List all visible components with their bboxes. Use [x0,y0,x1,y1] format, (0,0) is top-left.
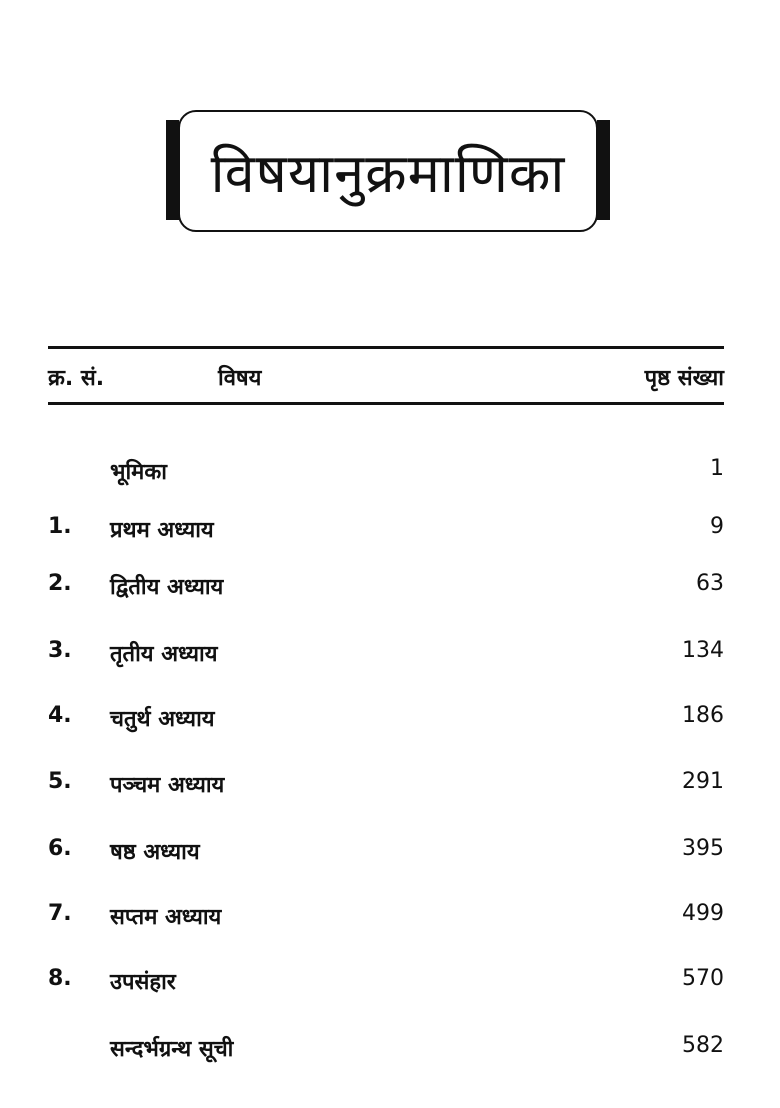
entry-number: 3. [48,638,72,663]
entry-page: 1 [710,456,724,481]
toc-entry [0,1033,780,1073]
toc-entry [0,836,780,876]
toc-entry [0,514,780,554]
entry-page: 582 [682,1033,724,1058]
header-bottom-rule [48,402,724,405]
toc-entry [0,901,780,941]
header-page: पृष्ठ संख्या [644,366,724,391]
header-subject: विषय [218,366,262,391]
entry-page: 499 [682,901,724,926]
entry-page: 134 [682,638,724,663]
entry-label: द्वितीय अध्याय [110,575,224,600]
entry-page: 9 [710,514,724,539]
entry-page: 395 [682,836,724,861]
header-top-rule [48,346,724,349]
entry-label: प्रथम अध्याय [110,518,214,543]
entry-page: 291 [682,769,724,794]
entry-label: षष्ठ अध्याय [110,840,200,865]
title-frame [166,110,610,232]
entry-label: सन्दर्भग्रन्थ सूची [110,1037,234,1062]
entry-number: 7. [48,901,72,926]
toc-entry [0,703,780,743]
frame-bar-right [597,120,610,220]
entry-number: 8. [48,966,72,991]
entry-number: 6. [48,836,72,861]
entry-label: तृतीय अध्याय [110,642,218,667]
entry-page: 63 [696,571,724,596]
entry-label: उपसंहार [110,970,176,995]
toc-entry [0,966,780,1006]
entry-page: 570 [682,966,724,991]
entry-page: 186 [682,703,724,728]
entry-number: 4. [48,703,72,728]
entry-number: 2. [48,571,72,596]
toc-entry [0,571,780,611]
entry-label: पञ्चम अध्याय [110,773,225,798]
page-title: विषयानुक्रमाणिका [210,142,566,205]
toc-entry [0,638,780,678]
title-box [178,110,598,232]
header-serial: क्र. सं. [48,366,105,391]
toc-entry [0,769,780,809]
toc-entry [0,456,780,496]
entry-label: भूमिका [110,460,167,485]
entry-number: 5. [48,769,72,794]
entry-number: 1. [48,514,72,539]
entry-label: सप्तम अध्याय [110,905,222,930]
entry-label: चतुर्थ अध्याय [110,707,215,732]
